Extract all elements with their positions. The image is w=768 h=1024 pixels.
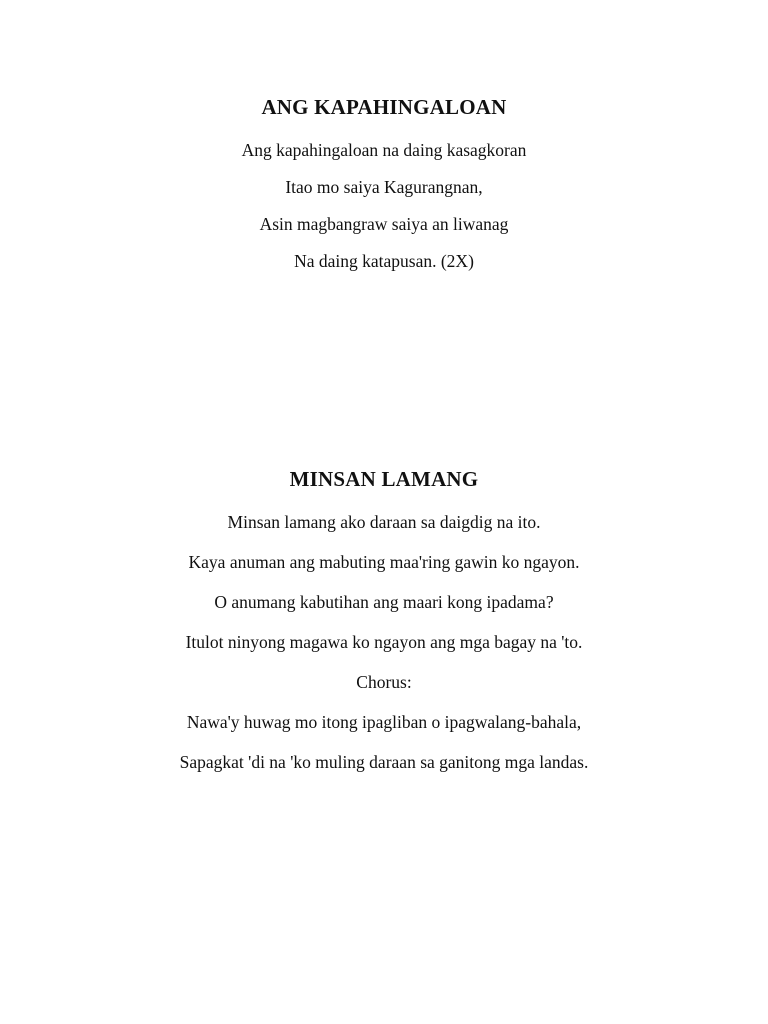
lyric-line: Na daing katapusan. (2X) (294, 251, 474, 271)
lyric-line: Itao mo saiya Kagurangnan, (285, 177, 483, 197)
song-title: ANG KAPAHINGALOAN (261, 95, 507, 119)
lyric-line: Ang kapahingaloan na daing kasagkoran (241, 140, 527, 160)
song-title: MINSAN LAMANG (289, 467, 479, 491)
lyric-line: Nawa'y huwag mo itong ipagliban o ipagwalang-bahala, (186, 712, 582, 732)
lyric-line: Kaya anuman ang mabuting maa'ring gawin ko ngayon. (188, 552, 580, 572)
chorus-label: Chorus: (356, 672, 412, 692)
song-ang-kapahingaloan (0, 92, 768, 280)
lyric-line: Sapagkat 'di na 'ko muling daraan sa ganitong mga landas. (179, 752, 589, 772)
lyric-line: Minsan lamang ako daraan sa daigdig na ito. (227, 512, 541, 532)
song-minsan-lamang (0, 464, 768, 782)
lyric-line: O anumang kabutihan ang maari kong ipadama? (214, 592, 554, 612)
lyric-line: Asin magbangraw saiya an liwanag (259, 214, 509, 234)
lyric-line: Itulot ninyong magawa ko ngayon ang mga bagay na 'to. (185, 632, 583, 652)
